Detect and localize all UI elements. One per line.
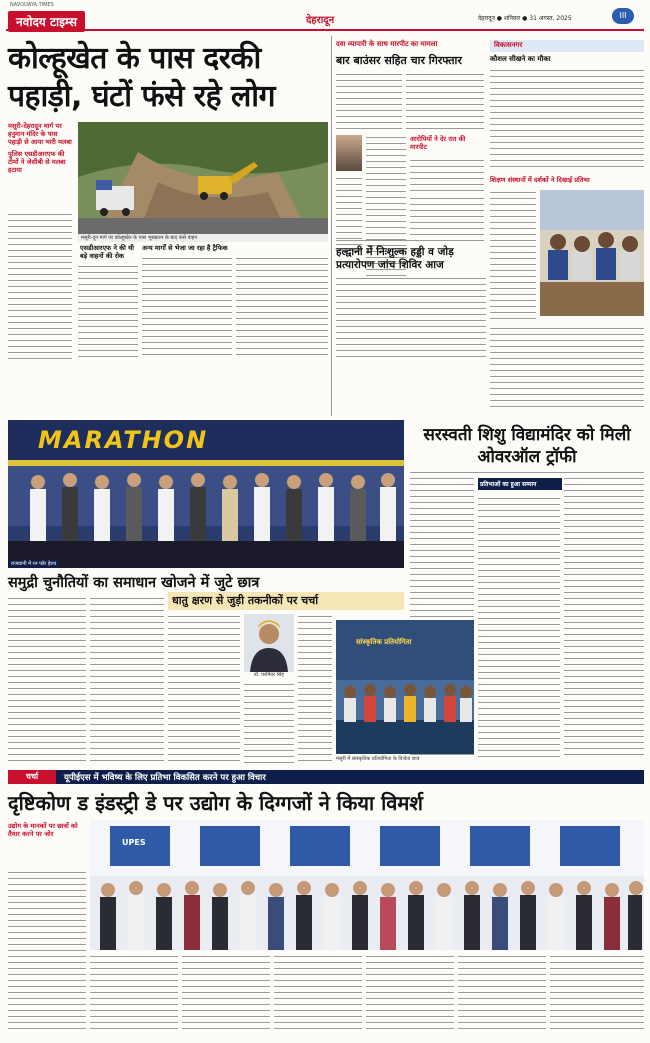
masthead bbox=[0, 0, 650, 30]
bottom-photo bbox=[90, 820, 644, 950]
industry-day-photo bbox=[90, 820, 644, 950]
main-subhead-right: अन्य मार्गों से भेजा जा रहा है ट्रैफिक bbox=[142, 244, 228, 252]
event-banner: MARATHON bbox=[38, 426, 209, 454]
vikas-subhead: शिक्षण संस्थानों में दर्शकों ने दिखाई प्रतिभा bbox=[490, 176, 590, 184]
main-body-col3 bbox=[142, 256, 232, 360]
vikas-headline: कौशल सीखने का मौका bbox=[490, 55, 551, 63]
assault-body-2 bbox=[406, 72, 484, 132]
main-subhead-left: एसडीआरएफ ने की थी बड़े वाहनों की रोक bbox=[80, 244, 134, 260]
bottom-body-3 bbox=[182, 954, 270, 1034]
bottom-body-7 bbox=[550, 954, 644, 1034]
trophy-photo-caption: मसूरी में सांस्कृतिक प्रतियोगिता के विजेता छात्र bbox=[336, 756, 420, 762]
page-number: III bbox=[612, 8, 634, 24]
masthead-date: देहरादून ● शनिवार ● 31 अगस्त, 2025 bbox=[478, 15, 572, 22]
bottom-body-5 bbox=[366, 954, 454, 1034]
landslide-photo bbox=[78, 122, 328, 234]
speaker-portrait bbox=[244, 614, 294, 672]
sea-headline: समुद्री चुनौतियों का समाधान खोजने में जुटे छात्र bbox=[8, 575, 260, 591]
vikas-photo bbox=[540, 190, 644, 316]
main-body-col2 bbox=[78, 264, 138, 360]
haldwani-body-top bbox=[410, 196, 484, 238]
trophy-rule bbox=[410, 472, 644, 473]
main-headline: कोल्हूखेत के पास दरकी पहाड़ी, घंटों फंसे रहे लोग bbox=[8, 41, 275, 114]
masthead-top-note: NAVODAYA TIMES bbox=[10, 2, 54, 8]
vikas-tag: विकासनगर bbox=[494, 41, 523, 49]
metal-photo bbox=[244, 614, 294, 672]
bottom-headline: दृष्टिकोण ड इंडस्ट्री डे पर उद्योग के दिग्गजों ने किया विमर्श bbox=[8, 791, 423, 815]
upes-banner: UPES bbox=[122, 838, 146, 847]
vikas-body-3 bbox=[490, 326, 644, 410]
trophy-headline: सरस्वती शिशु विद्यामंदिर को मिली ओवरऑल ट्रॉफी bbox=[423, 425, 631, 467]
masthead-rule bbox=[6, 29, 644, 31]
event-photo bbox=[8, 420, 404, 568]
main-photo-caption: मसूरी-दून मार्ग पर कोल्हूखेत के पास भूस्खलन के बाद फंसे वाहन bbox=[78, 234, 328, 242]
trophy-sub: प्रतिभाओं का हुआ सम्मान bbox=[478, 478, 562, 490]
main-bullets bbox=[8, 122, 72, 174]
main-bullet: पुलिस एसडीआरएफ की टीमों ने जेसीबी से मलबा हटाया bbox=[8, 150, 66, 174]
bottom-bullet: उद्योग के मानकों पर छात्रों को तैयार करने पर जोर bbox=[8, 822, 78, 838]
main-photo bbox=[78, 122, 328, 234]
bottom-tag: चर्चा bbox=[8, 770, 56, 784]
bottom-body-6 bbox=[458, 954, 546, 1034]
haldwani-body bbox=[336, 276, 486, 360]
metal-body-1 bbox=[168, 614, 240, 764]
assault-side-head: आरोपियों ने देर रात की मारपीट bbox=[410, 135, 466, 151]
vikas-body-1 bbox=[490, 68, 644, 172]
bottom-body-2 bbox=[90, 954, 178, 1034]
event-photo-caption: राजधानी में रन फॉर हेल्थ bbox=[8, 560, 59, 568]
masthead-edition: देहरादून bbox=[306, 15, 335, 26]
bottom-body-1 bbox=[8, 870, 86, 1030]
trophy-body-3 bbox=[564, 476, 644, 758]
haldwani-headline: हल्द्वानी में निःशुल्क हड्डी व जोड़ प्रत्यारोपण जांच शिविर आज bbox=[336, 246, 454, 271]
bottom-kicker: यूपीईएस में भविष्य के लिए प्रतिभा विकसित करने पर हुआ विचार bbox=[64, 773, 266, 783]
haldwani-rule bbox=[336, 240, 484, 241]
main-bullet: मसूरी-देहरादून मार्ग पर हनुमान मंदिर के पास पहाड़ी से आया भारी मलबा bbox=[8, 122, 72, 146]
assault-body-1 bbox=[336, 72, 402, 132]
metal-body-3 bbox=[298, 614, 332, 764]
main-body-col4 bbox=[236, 256, 328, 360]
vikas-body-2 bbox=[490, 190, 536, 322]
classroom-photo bbox=[540, 190, 644, 316]
assault-kicker: दवा व्यापारी के साथ मारपीट का मामला bbox=[336, 40, 438, 48]
assault-photo bbox=[336, 135, 362, 171]
sea-body-1 bbox=[8, 596, 86, 764]
assault-headline: बार बाउंसर सहित चार गिरफ्तार bbox=[336, 54, 462, 67]
column-rule bbox=[331, 36, 332, 416]
trophy-photo bbox=[336, 620, 474, 754]
trophy-body-2 bbox=[478, 496, 560, 758]
main-body-col1 bbox=[8, 212, 72, 360]
metal-body-2 bbox=[244, 682, 294, 764]
metal-photo-label: डॉ. परमिंदर सिंह bbox=[254, 672, 284, 678]
assault-body-5 bbox=[336, 176, 362, 256]
bottom-body-4 bbox=[274, 954, 362, 1034]
trophy-stage-banner: सांस्कृतिक प्रतियोगिता bbox=[356, 638, 412, 646]
sea-body-2 bbox=[90, 596, 164, 764]
metal-headline: धातु क्षरण से जुड़ी तकनीकों पर चर्चा bbox=[172, 594, 319, 607]
masthead-brand: नवोदय टाइम्स bbox=[8, 11, 85, 32]
